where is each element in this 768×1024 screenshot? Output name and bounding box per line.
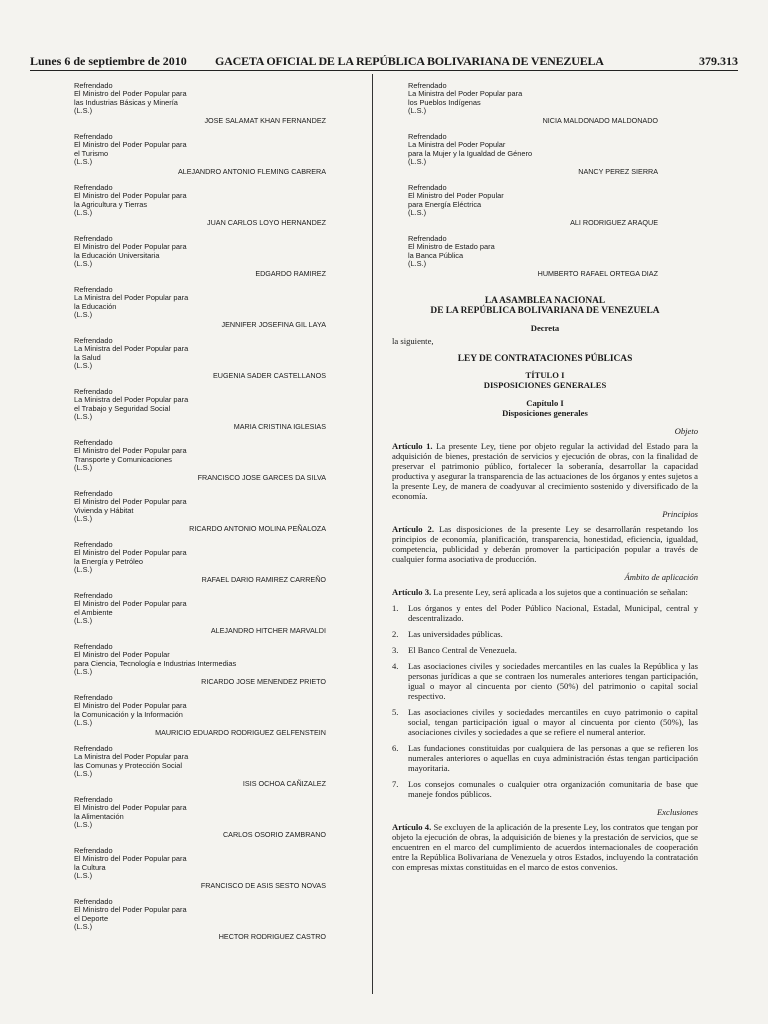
signature-line: El Ministro del Poder Popular para <box>74 701 187 711</box>
signature-line: Refrendado <box>74 846 113 855</box>
article-3 <box>392 587 698 597</box>
signature-line: la Educación <box>74 301 117 311</box>
list-item-number: 3. <box>392 644 399 655</box>
signature-block <box>408 184 658 235</box>
signature-line: Refrendado <box>408 81 447 90</box>
signature-line: Refrendado <box>74 642 113 651</box>
signature-line: El Ministro del Poder Popular para <box>74 905 187 915</box>
signature-line: (L.S.) <box>74 769 93 779</box>
signature-block <box>74 82 326 133</box>
signature-line: El Ministro del Poder Popular <box>74 650 170 660</box>
list-item-text: Las asociaciones civiles y sociedades mercantiles en cuyo patrimonio o capital social, tengan participación igual o mayor al cincuenta por ciento (50%), las asociaciones civiles y sociedades a que se refiere el numeral anterior. <box>408 706 698 737</box>
signature-block <box>74 643 326 694</box>
rubric-objeto: Objeto <box>674 425 698 436</box>
signature-line: la Alimentación <box>74 811 124 821</box>
signatory-name: JENNIFER JOSEFINA GIL LAYA <box>221 319 326 329</box>
signature-block <box>74 592 326 643</box>
signature-line: Refrendado <box>74 81 113 90</box>
signature-line: las Industrias Básicas y Minería <box>74 97 178 107</box>
signature-line: El Ministro del Poder Popular para <box>74 548 187 558</box>
signature-block <box>74 541 326 592</box>
decreta-heading: Decreta <box>530 322 560 333</box>
list-item-text: Las fundaciones constituidas por cualquiera de las personas a que se refieren los numerales anteriores o aquellas en cuya administración éstas tengan participación mayoritaria. <box>408 742 698 773</box>
signature-block <box>74 694 326 745</box>
article-label: Artículo 3. <box>392 586 432 597</box>
rubric-exclusiones: Exclusiones <box>656 806 698 817</box>
signature-block <box>74 388 326 439</box>
signature-line: El Ministro del Poder Popular para <box>74 242 187 252</box>
list-item-number: 2. <box>392 628 399 639</box>
list-item-text: Las universidades públicas. <box>408 628 503 639</box>
list-item-number: 7. <box>392 778 399 789</box>
right-signature-column <box>408 82 658 286</box>
list-item-number: 4. <box>392 660 399 671</box>
signatory-name: ALEJANDRO ANTONIO FLEMING CABRERA <box>177 166 326 176</box>
signatory-name: MARIA CRISTINA IGLESIAS <box>233 421 326 431</box>
signature-line: Refrendado <box>408 234 447 243</box>
signatory-name: HUMBERTO RAFAEL ORTEGA DIAZ <box>537 268 658 278</box>
signature-line: La Ministra del Poder Popular para <box>74 293 189 303</box>
list-item-text: Las asociaciones civiles y sociedades mercantiles en las cuales la República y las personas jurídicas a que se contraen los numerales anteriores tengan participación, igual o mayor al cincuenta por ciento (50%) del patrimonio o capital social respectivo. <box>408 660 698 701</box>
signature-line: Refrendado <box>74 897 113 906</box>
signatory-name: ALEJANDRO HITCHER MARVALDI <box>210 625 326 635</box>
signature-line: (L.S.) <box>74 514 93 524</box>
signature-block <box>74 898 326 949</box>
signature-line: El Ministro del Poder Popular para <box>74 497 187 507</box>
signature-line: Refrendado <box>74 438 113 447</box>
list-item <box>392 661 698 701</box>
signature-line: (L.S.) <box>408 157 427 167</box>
header-rule <box>30 70 738 71</box>
signature-line: la Salud <box>74 352 101 362</box>
list-item-number: 1. <box>392 602 399 613</box>
chapter-heading <box>392 398 698 418</box>
signature-line: (L.S.) <box>74 259 93 269</box>
signature-line: El Ministro del Poder Popular para <box>74 803 187 813</box>
list-item <box>392 743 698 773</box>
signature-line: (L.S.) <box>74 616 93 626</box>
signature-line: Vivienda y Hábitat <box>74 505 134 515</box>
signatory-name: FRANCISCO DE ASIS SESTO NOVAS <box>200 880 326 890</box>
signature-line: El Ministro del Poder Popular <box>408 191 504 201</box>
signature-line: Refrendado <box>74 336 113 345</box>
signature-block <box>74 847 326 898</box>
signature-line: (L.S.) <box>74 922 93 932</box>
signature-line: la Energía y Petróleo <box>74 556 144 566</box>
title-number: TÍTULO I <box>525 369 565 380</box>
signatory-name: ISIS OCHOA CAÑIZALEZ <box>242 778 326 788</box>
signature-line: Refrendado <box>74 234 113 243</box>
signature-block <box>408 82 658 133</box>
signatory-name: EDGARDO RAMIREZ <box>255 268 326 278</box>
assembly-line: LA ASAMBLEA NACIONAL <box>484 296 606 306</box>
article-label: Artículo 2. <box>392 523 434 534</box>
signature-line: para Ciencia, Tecnología e Industrias Intermedias <box>74 658 237 668</box>
list-item-text: Los consejos comunales o cualquier otra organización comunitaria de base que maneje fondos públicos. <box>408 778 698 799</box>
signature-block <box>74 439 326 490</box>
signature-line: para la Mujer y la Igualdad de Género <box>408 148 533 158</box>
law-title: LEY DE CONTRATACIONES PÚBLICAS <box>457 353 633 364</box>
article-label: Artículo 1. <box>392 440 433 451</box>
signature-line: (L.S.) <box>74 718 93 728</box>
list-item-number: 5. <box>392 706 399 717</box>
signature-line: El Ministro del Poder Popular para <box>74 854 187 864</box>
signature-line: El Ministro del Poder Popular para <box>74 89 187 99</box>
article-label: Artículo 4. <box>392 821 432 832</box>
signature-line: (L.S.) <box>74 667 93 677</box>
article-4 <box>392 822 698 872</box>
signature-line: (L.S.) <box>74 463 93 473</box>
signature-line: La Ministra del Poder Popular para <box>408 89 523 99</box>
signatory-name: ALI RODRIGUEZ ARAQUE <box>570 217 658 227</box>
page-number: 379.313 <box>699 54 738 68</box>
signatory-name: MAURICIO EDUARDO RODRIGUEZ GELFENSTEIN <box>155 727 326 737</box>
signature-line: (L.S.) <box>74 871 93 881</box>
signature-line: para Energía Eléctrica <box>408 199 482 209</box>
signature-line: (L.S.) <box>408 208 427 218</box>
signature-block <box>408 133 658 184</box>
list-item <box>392 645 698 655</box>
article-text: Se excluyen de la aplicación de la presente Ley, los contratos que tengan por objeto la ejecución de obras, la adquisición de bienes y la prestación de servicios, que se encuentren en el marco del cumplimiento de acuerdos internacionales de cooperación entre la República Bolivariana de Venezuela y otros Estados, incluyendo la contratación con empresas mixtas constituidas en el marco de estos convenios. <box>392 821 698 872</box>
signature-line: El Ministro de Estado para <box>408 242 495 252</box>
signatory-name: JUAN CARLOS LOYO HERNANDEZ <box>206 217 326 227</box>
column-divider <box>372 74 373 994</box>
signature-line: la Agricultura y Tierras <box>74 199 148 209</box>
issue-date: Lunes 6 de septiembre de 2010 <box>30 54 187 68</box>
list-item-text: Los órganos y entes del Poder Público Nacional, Estadal, Municipal, central y descentralizado. <box>408 602 698 623</box>
list-item-text: El Banco Central de Venezuela. <box>408 644 517 655</box>
signatory-name: JOSE SALAMAT KHAN FERNANDEZ <box>204 115 326 125</box>
signature-line: El Ministro del Poder Popular para <box>74 191 187 201</box>
signature-line: (L.S.) <box>74 310 93 320</box>
title-heading <box>392 370 698 390</box>
signature-block <box>74 337 326 388</box>
signature-line: (L.S.) <box>74 361 93 371</box>
list-item <box>392 779 698 799</box>
signature-block <box>74 184 326 235</box>
signature-line: (L.S.) <box>408 259 427 269</box>
signature-block <box>74 796 326 847</box>
signature-block <box>74 490 326 541</box>
signature-line: La Ministra del Poder Popular para <box>74 395 189 405</box>
signature-line: Refrendado <box>74 489 113 498</box>
signature-line: el Deporte <box>74 913 109 923</box>
signature-block <box>74 235 326 286</box>
signature-line: La Ministra del Poder Popular <box>408 140 506 150</box>
signatory-name: NANCY PEREZ SIERRA <box>578 166 658 176</box>
rubric-ambito: Ámbito de aplicación <box>624 571 698 582</box>
gazette-title: GACETA OFICIAL DE LA REPÚBLICA BOLIVARIANA DE VENEZUELA <box>215 54 604 68</box>
signatory-name: NICIA MALDONADO MALDONADO <box>542 115 658 125</box>
signature-line: Refrendado <box>74 795 113 804</box>
signature-line: (L.S.) <box>74 106 93 116</box>
signatory-name: CARLOS OSORIO ZAMBRANO <box>222 829 326 839</box>
signature-line: la Educación Universitaria <box>74 250 160 260</box>
signature-line: (L.S.) <box>74 820 93 830</box>
signature-line: Refrendado <box>74 285 113 294</box>
signature-block <box>74 745 326 796</box>
signature-line: la Comunicación y la Información <box>74 709 183 719</box>
list-item <box>392 603 698 623</box>
signature-line: El Ministro del Poder Popular para <box>74 446 187 456</box>
signature-line: el Ambiente <box>74 607 113 617</box>
signature-line: La Ministra del Poder Popular para <box>74 752 189 762</box>
rubric-principios: Principios <box>662 508 698 519</box>
signature-line: las Comunas y Protección Social <box>74 760 183 770</box>
signatory-name: EUGENIA SADER CASTELLANOS <box>212 370 326 380</box>
signature-line: Refrendado <box>74 540 113 549</box>
signature-line: (L.S.) <box>74 208 93 218</box>
article-3-list <box>392 603 698 799</box>
signature-line: La Ministra del Poder Popular para <box>74 344 189 354</box>
signature-line: (L.S.) <box>74 565 93 575</box>
list-item <box>392 629 698 639</box>
assembly-line: DE LA REPÚBLICA BOLIVARIANA DE VENEZUELA <box>430 306 660 317</box>
list-item <box>392 707 698 737</box>
signature-block <box>408 235 658 286</box>
signature-line: la Cultura <box>74 862 106 872</box>
assembly-heading <box>392 296 698 317</box>
signature-line: Refrendado <box>408 132 447 141</box>
title-name: DISPOSICIONES GENERALES <box>483 379 607 390</box>
signature-line: el Turismo <box>74 148 109 158</box>
decree-body <box>392 296 698 872</box>
signatory-name: RICARDO ANTONIO MOLINA PEÑALOZA <box>189 523 326 533</box>
article-1 <box>392 441 698 501</box>
article-text: La presente Ley, tiene por objeto regular la actividad del Estado para la adquisición de bienes, prestación de servicios y ejecución de obras, con la finalidad de preservar el patrimonio público, fortalecer la soberanía, desarrollar la capacidad productiva y asegurar la transparencia de las actuaciones de los órganos y entes sujetos a la presente Ley, de manera de coadyuvar al crecimiento sostenido y diversificado de la economía. <box>392 440 698 501</box>
list-item-number: 6. <box>392 742 399 753</box>
signature-line: (L.S.) <box>408 106 427 116</box>
article-2 <box>392 524 698 564</box>
signature-line: el Trabajo y Seguridad Social <box>74 403 171 413</box>
left-signature-column <box>74 82 326 949</box>
signature-line: Refrendado <box>74 183 113 192</box>
chapter-number: Capítulo I <box>526 397 564 408</box>
signature-line: (L.S.) <box>74 157 93 167</box>
signature-line: Refrendado <box>74 744 113 753</box>
signatory-name: HECTOR RODRIGUEZ CASTRO <box>218 931 326 941</box>
article-text: Las disposiciones de la presente Ley se desarrollarán respetando los principios de economía, planificación, transparencia, honestidad, eficiencia, igualdad, competencia, publicidad y deberán promover la participación popular a través de cualquier forma asociativa de producción. <box>392 523 698 564</box>
signatory-name: RAFAEL DARIO RAMIREZ CARREÑO <box>201 574 326 584</box>
signature-line: Transporte y Comunicaciones <box>74 454 172 464</box>
page-header <box>30 54 738 70</box>
signature-line: El Ministro del Poder Popular para <box>74 599 187 609</box>
signature-block <box>74 286 326 337</box>
signature-line: Refrendado <box>74 591 113 600</box>
signature-line: los Pueblos Indígenas <box>408 97 481 107</box>
signature-line: Refrendado <box>74 132 113 141</box>
signature-block <box>74 133 326 184</box>
signatory-name: FRANCISCO JOSE GARCES DA SILVA <box>197 472 326 482</box>
chapter-name: Disposiciones generales <box>502 407 588 418</box>
article-text: La presente Ley, será aplicada a los sujetos que a continuación se señalan: <box>431 586 688 597</box>
intro-text: la siguiente, <box>392 335 434 346</box>
signature-line: El Ministro del Poder Popular para <box>74 140 187 150</box>
signature-line: la Banca Pública <box>408 250 464 260</box>
signatory-name: RICARDO JOSE MENENDEZ PRIETO <box>201 676 326 686</box>
signature-line: (L.S.) <box>74 412 93 422</box>
signature-line: Refrendado <box>74 693 113 702</box>
signature-line: Refrendado <box>74 387 113 396</box>
signature-line: Refrendado <box>408 183 447 192</box>
